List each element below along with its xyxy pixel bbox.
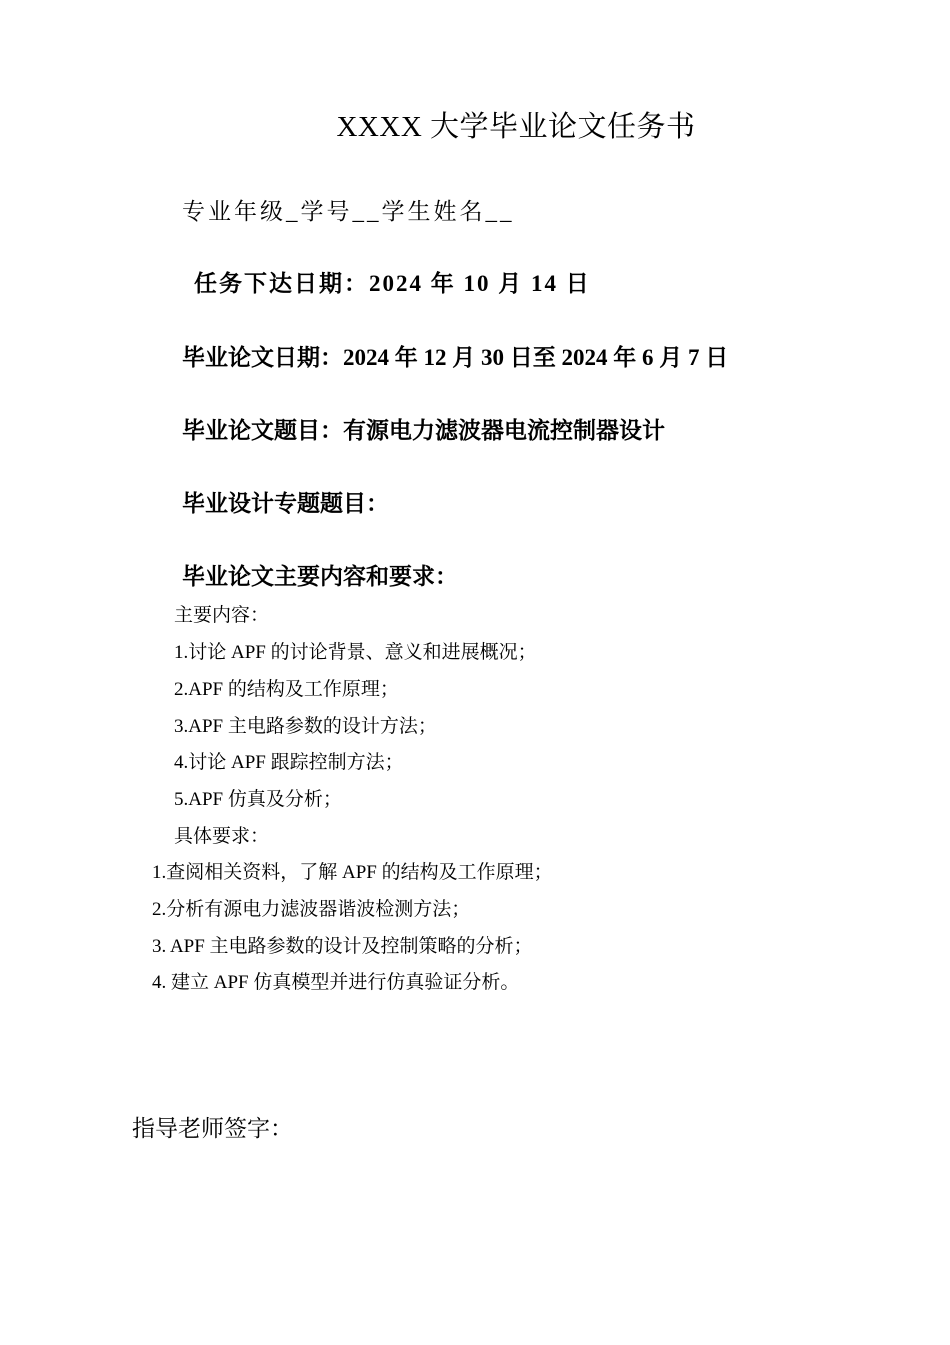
main-content-item: 5.APF 仿真及分析；	[174, 789, 342, 810]
issue-date: 任务下达日期：2024 年 10 月 14 日	[194, 271, 591, 296]
content-requirements-heading: 毕业论文主要内容和要求：	[182, 564, 458, 589]
special-topic-title: 毕业设计专题题目：	[182, 491, 389, 516]
requirement-item: 3. APF 主电路参数的设计及控制策略的分析；	[152, 936, 533, 957]
main-content-item: 3.APF 主电路参数的设计方法；	[174, 716, 437, 737]
requirement-item: 4. 建立 APF 仿真模型并进行仿真验证分析。	[152, 972, 520, 993]
main-content-item: 4.讨论 APF 跟踪控制方法；	[174, 752, 404, 773]
student-info: 专业年级_学号__学生姓名__	[182, 199, 515, 224]
requirement-item: 1.查阅相关资料，了解 APF 的结构及工作原理；	[152, 862, 553, 883]
thesis-date: 毕业论文日期：2024 年 12 月 30 日至 2024 年 6 月 7 日	[182, 345, 729, 370]
main-content-item: 2.APF 的结构及工作原理；	[174, 679, 399, 700]
requirements-label: 具体要求：	[174, 826, 270, 847]
main-content-label: 主要内容：	[174, 605, 270, 626]
requirement-item: 2.分析有源电力滤波器谐波检测方法；	[152, 899, 471, 920]
thesis-title: 毕业论文题目：有源电力滤波器电流控制器设计	[182, 418, 665, 443]
document-title: XXXX 大学毕业论文任务书	[336, 111, 696, 143]
main-content-item: 1.讨论 APF 的讨论背景、意义和进展概况；	[174, 642, 537, 663]
advisor-signature-label: 指导老师签字：	[132, 1116, 293, 1141]
